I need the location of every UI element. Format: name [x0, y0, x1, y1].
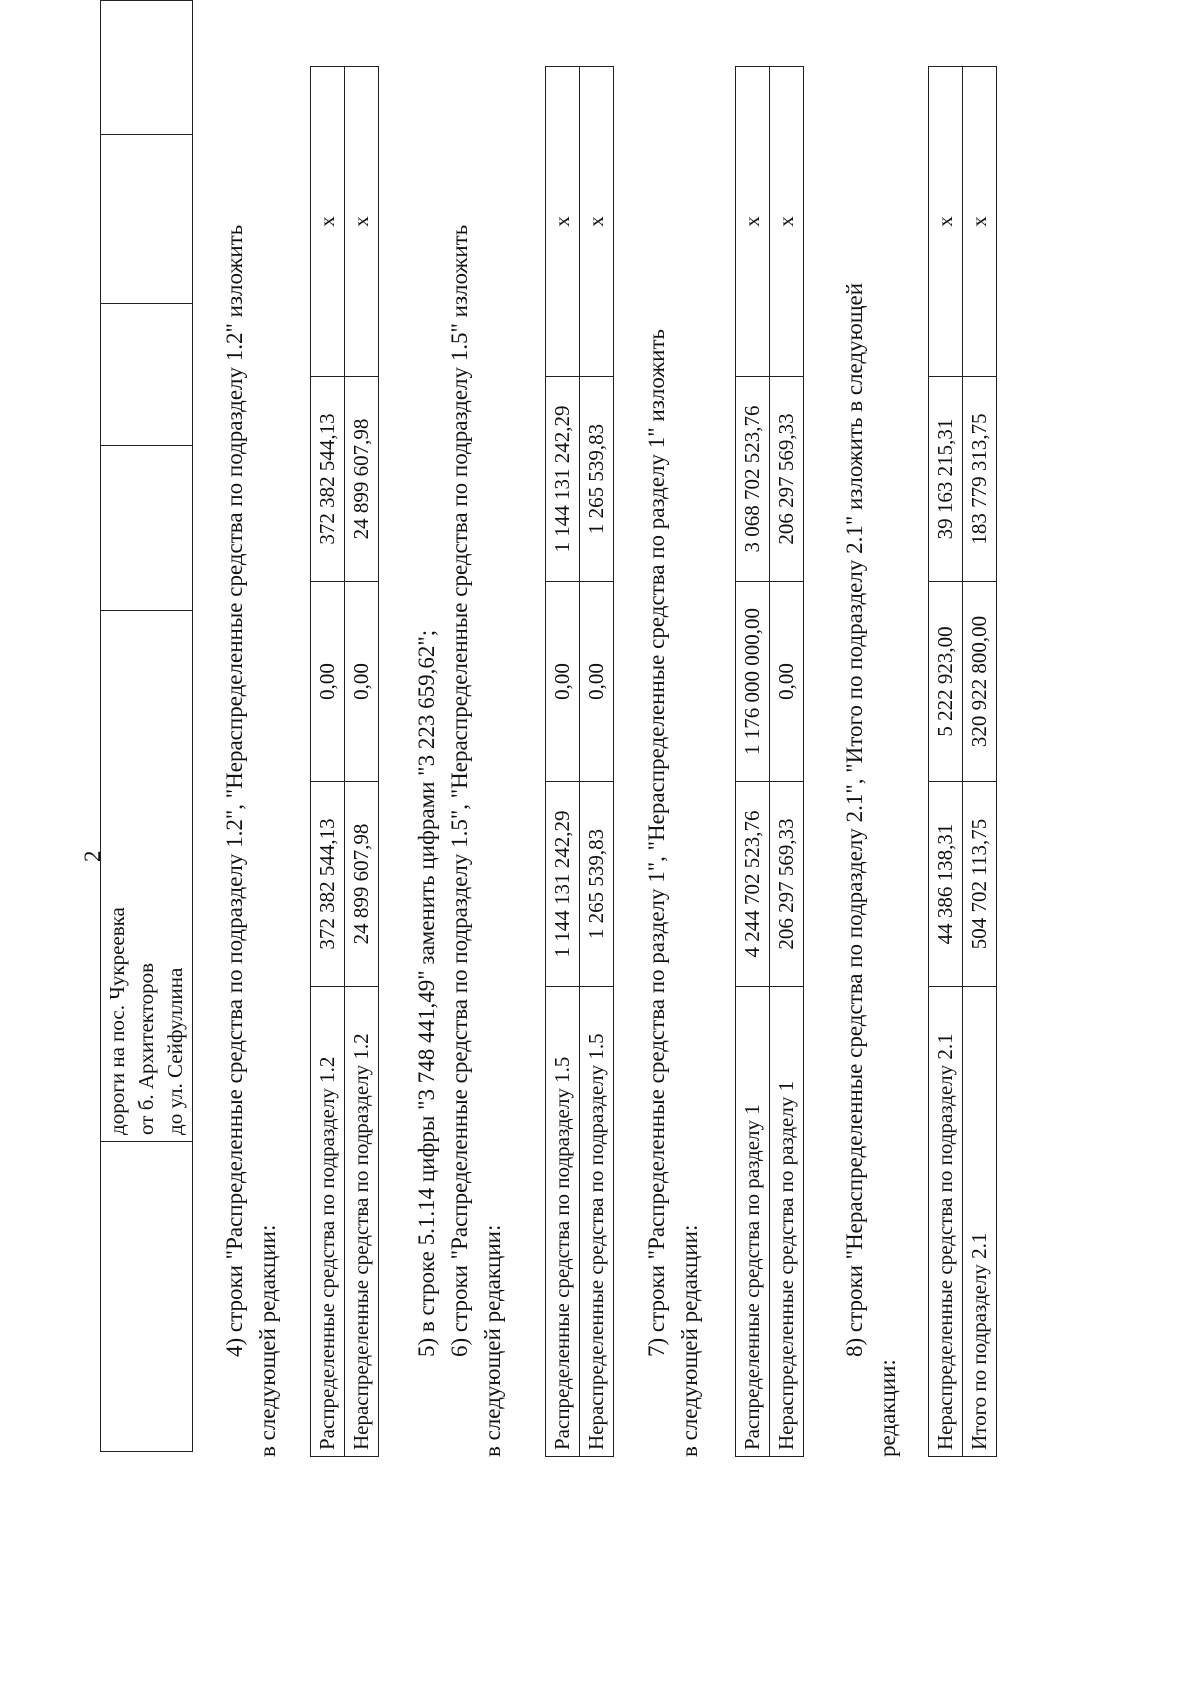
- value-cell: 206 297 569,33: [770, 782, 804, 987]
- value-cell: 3 068 702 523,76: [736, 377, 770, 582]
- value-cell: 5 222 923,00: [929, 582, 963, 782]
- page-number: 2: [80, 850, 105, 862]
- table-cell: [101, 1141, 193, 1451]
- paragraph-line: в следующей редакции:: [255, 1224, 280, 1457]
- row-label: Распределенные средства по подразделу 1.2: [311, 987, 345, 1457]
- table-3: [735, 66, 804, 1457]
- paragraph-6: [443, 47, 509, 1457]
- table-row: [736, 67, 770, 1457]
- value-cell: 372 382 544,13: [311, 782, 345, 987]
- value-cell: 0,00: [580, 582, 614, 782]
- value-cell: х: [929, 67, 963, 377]
- value-cell: 39 163 215,31: [929, 377, 963, 582]
- row-label: Нераспределенные средства по подразделу 2.1: [929, 987, 963, 1457]
- table-row: [963, 67, 997, 1457]
- table-cell: [101, 446, 193, 611]
- value-cell: 372 382 544,13: [311, 377, 345, 582]
- value-cell: х: [770, 67, 804, 377]
- value-cell: х: [546, 67, 580, 377]
- value-cell: 4 244 702 523,76: [736, 782, 770, 987]
- value-cell: 206 297 569,33: [770, 377, 804, 582]
- value-cell: 0,00: [770, 582, 804, 782]
- row-label: Нераспределенные средства по подразделу 1.2: [345, 987, 379, 1457]
- paragraph-5: [410, 47, 443, 1457]
- value-cell: 320 922 800,00: [963, 582, 997, 782]
- row-label: Нераспределенные средства по разделу 1: [770, 987, 804, 1457]
- value-cell: 1 176 000 000,00: [736, 582, 770, 782]
- value-cell: 44 386 138,31: [929, 782, 963, 987]
- value-cell: 1 265 539,83: [580, 377, 614, 582]
- paragraph-line: 6) строки "Распределенные средства по подразделу 1.5", "Нераспределенные средства по подразделу 1.5" изложить: [447, 224, 472, 1357]
- value-cell: 1 265 539,83: [580, 782, 614, 987]
- road-cell: [101, 610, 193, 1141]
- row-label: Распределенные средства по разделу 1: [736, 987, 770, 1457]
- value-cell: х: [736, 67, 770, 377]
- road-line: от б. Архитекторов: [134, 962, 158, 1135]
- value-cell: х: [963, 67, 997, 377]
- table-4: [928, 66, 997, 1457]
- paragraph-line: 8) строки "Нераспределенные средства по подразделу 2.1", "Итого по подразделу 2.1" изложить в следующей: [842, 282, 867, 1357]
- table-cell: [101, 303, 193, 446]
- table-cell: [101, 134, 193, 303]
- value-cell: 0,00: [311, 582, 345, 782]
- table-row: [929, 67, 963, 1457]
- paragraph-line: 5) в строке 5.1.14 цифры "3 748 441,49" заменить цифрами "3 223 659,62";: [414, 629, 439, 1357]
- paragraph-line: 4) строки "Распределенные средства по подразделу 1.2", "Нераспределенные средства по подразделу 1.2" изложить: [222, 224, 247, 1357]
- value-cell: х: [580, 67, 614, 377]
- table-row: [580, 67, 614, 1457]
- value-cell: 0,00: [546, 582, 580, 782]
- table-row: [345, 67, 379, 1457]
- table-row: [101, 1, 193, 1452]
- value-cell: 24 899 607,98: [345, 377, 379, 582]
- value-cell: 24 899 607,98: [345, 782, 379, 987]
- paragraph-line: в следующей редакции:: [480, 1224, 505, 1457]
- paragraph-line: редакции:: [875, 1359, 900, 1457]
- paragraph-7: [640, 47, 706, 1457]
- paragraph-8: [838, 47, 904, 1457]
- value-cell: х: [345, 67, 379, 377]
- paragraph-line: в следующей редакции:: [677, 1224, 702, 1457]
- paragraph-4: [218, 47, 284, 1457]
- table-1: [310, 66, 379, 1457]
- road-line: до ул. Сейфуллина: [163, 967, 187, 1135]
- row-label: Нераспределенные средства по подразделу 1.5: [580, 987, 614, 1457]
- paragraph-line: 7) строки "Распределенные средства по разделу 1", "Нераспределенные средства по разделу 1" изложить: [644, 329, 669, 1357]
- row-label: Распределенные средства по подразделу 1.5: [546, 987, 580, 1457]
- value-cell: 1 144 131 242,29: [546, 377, 580, 582]
- top-table: [100, 0, 193, 1452]
- value-cell: 0,00: [345, 582, 379, 782]
- road-line: дороги на пос. Чукреевка: [105, 907, 129, 1135]
- table-row: [311, 67, 345, 1457]
- value-cell: 1 144 131 242,29: [546, 782, 580, 987]
- table-2: [545, 66, 614, 1457]
- row-label: Итого по подразделу 2.1: [963, 987, 997, 1457]
- table-row: [546, 67, 580, 1457]
- table-row: [770, 67, 804, 1457]
- value-cell: х: [311, 67, 345, 377]
- table-cell: [101, 1, 193, 135]
- value-cell: 183 779 313,75: [963, 377, 997, 582]
- value-cell: 504 702 113,75: [963, 782, 997, 987]
